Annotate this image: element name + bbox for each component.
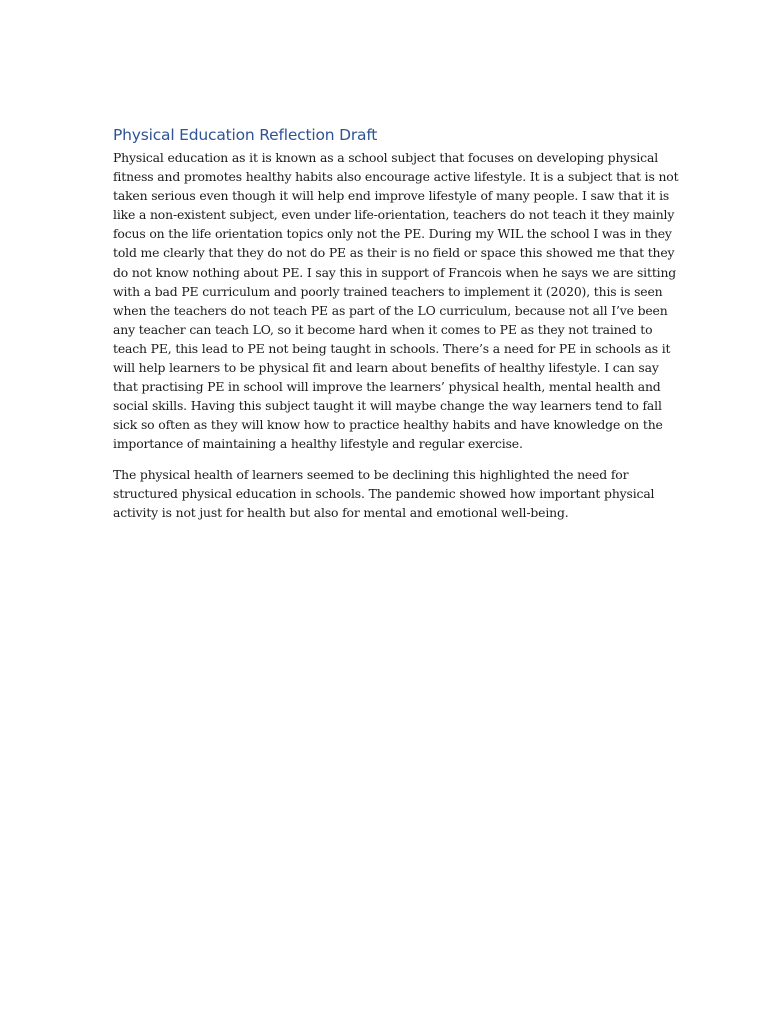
text-line: that practising PE in school will improve the learners’ physical health, mental health and — [113, 379, 661, 395]
text-line: taken serious even though it will help end improve lifestyle of many people. I saw that it is — [113, 188, 670, 204]
text-line: will help learners to be physical fit and learn about benefits of healthy lifestyle. I can say — [113, 360, 659, 376]
text-line: any teacher can teach LO, so it become hard when it comes to PE as they not trained to — [113, 321, 653, 337]
text-line: Physical education as it is known as a school subject that focuses on developing physical — [113, 150, 659, 165]
document-title: Physical Education Reflection Draft — [113, 126, 378, 144]
text-line: importance of maintaining a healthy lifestyle and regular exercise. — [113, 436, 523, 452]
text-line: do not know nothing about PE. I say this in support of Francois when he says we are sitting — [113, 264, 677, 280]
text-line: social skills. Having this subject taught it will maybe change the way learners tend to fall — [113, 398, 662, 414]
body-paragraph — [113, 465, 653, 522]
text-line: teach PE, this lead to PE not being taught in schools. There’s a need for PE in schools as it — [113, 340, 671, 356]
text-line: like a non-existent subject, even under life-orientation, teachers do not teach it they mainly — [113, 207, 675, 223]
text-line: fitness and promotes healthy habits also encourage active lifestyle. It is a subject that is not — [113, 169, 679, 185]
text-line: told me clearly that they do not do PE as their is no field or space this showed me that they — [113, 245, 675, 261]
paragraph-list — [113, 148, 679, 522]
body-paragraph — [113, 148, 679, 454]
text-line: structured physical education in schools. The pandemic showed how important physical — [113, 486, 655, 502]
document-body — [113, 124, 679, 522]
text-line: focus on the life orientation topics only not the PE. During my WIL the school I was in they — [113, 226, 672, 242]
text-line: activity is not just for health but also for mental and emotional well-being. — [113, 505, 569, 521]
text-line: The physical health of learners seemed to be declining this highlighted the need for — [113, 467, 629, 482]
text-line: when the teachers do not teach PE as part of the LO curriculum, because not all I’ve been — [113, 302, 668, 318]
text-line: sick so often as they will know how to practice healthy habits and have knowledge on the — [113, 417, 663, 433]
text-line: with a bad PE curriculum and poorly trained teachers to implement it (2020), this is seen — [113, 283, 663, 299]
